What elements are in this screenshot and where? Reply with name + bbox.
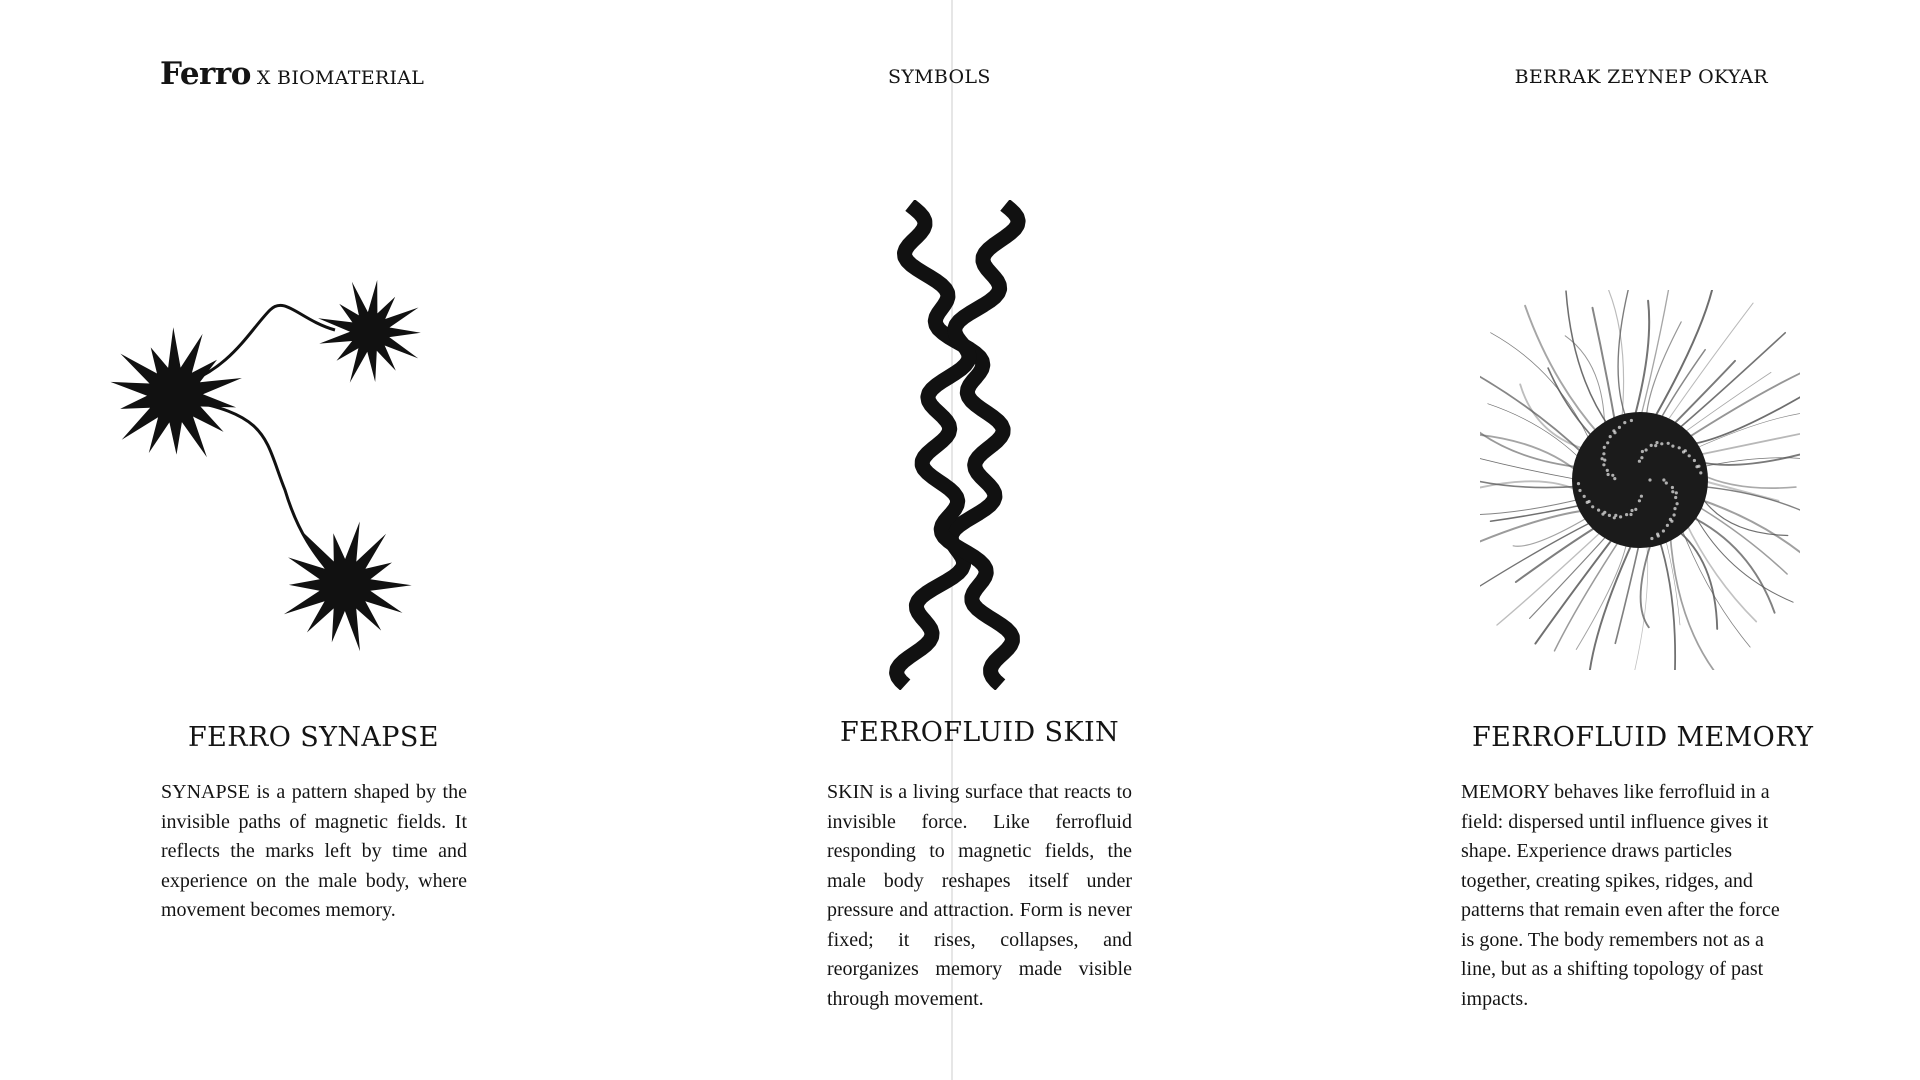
section-title: SYMBOLS xyxy=(888,66,991,88)
item-title-synapse: FERRO SYNAPSE xyxy=(188,722,439,753)
item-body-skin: SKIN is a living surface that reacts to invisible force. Like ferrofluid responding to magnetic fields, the male body reshapes itself under pressure and attraction. Form is never fixed; it rises, collapses, and reorganizes memory made visible through movement. xyxy=(827,781,1132,1010)
synapse-illustration xyxy=(100,250,460,680)
synapse-node-icon xyxy=(284,522,412,652)
brand xyxy=(160,56,424,92)
synapse-node-icon xyxy=(318,280,421,383)
item-body-synapse: SYNAPSE is a pattern shaped by the invisible paths of magnetic fields. It reflects the marks left by time and experience on the male body, where movement becomes memory. xyxy=(161,781,467,921)
item-title-memory: FERROFLUID MEMORY xyxy=(1472,722,1814,753)
memory-core xyxy=(1572,412,1708,548)
author-name: BERRAK ZEYNEP OKYAR xyxy=(1514,66,1768,88)
item-body-memory: MEMORY behaves like ferrofluid in a field: dispersed until influence gives it shape. Experience draws particles together, creating spikes, ridges, and patterns that remain even after the force is gone. The body remembers not as a line, but as a shifting topology of past impacts. xyxy=(1461,781,1780,1010)
brand-logo: Ferro xyxy=(160,56,251,92)
brand-subtitle: X BIOMATERIAL xyxy=(256,67,425,89)
memory-illustration xyxy=(1480,290,1800,670)
synapse-node-icon xyxy=(110,327,242,457)
skin-illustration xyxy=(865,200,1065,690)
item-title-skin: FERROFLUID SKIN xyxy=(840,717,1120,748)
